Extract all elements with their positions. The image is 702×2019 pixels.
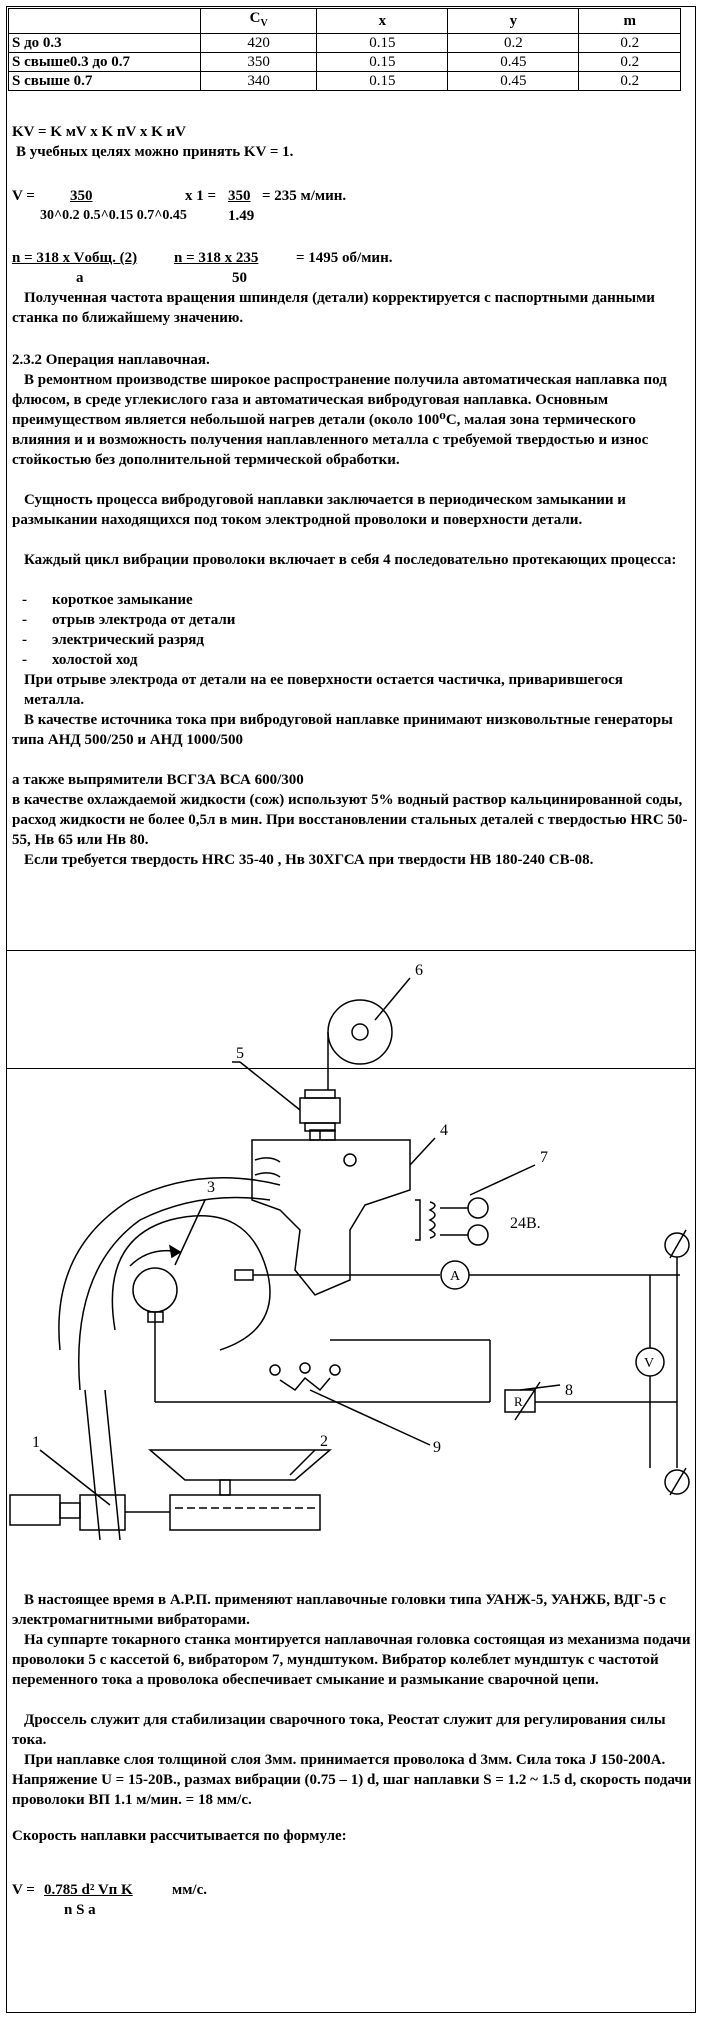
process-list [12, 590, 692, 670]
final-formula-lhs: V = [12, 1882, 35, 1898]
table-cell: 0.15 [317, 34, 448, 53]
list-item: - электрический разряд [22, 632, 205, 648]
table-cell: 420 [201, 34, 317, 53]
welding-schematic [0, 950, 702, 1540]
chuck-outline [112, 1216, 270, 1350]
n-formula-1-den: a [76, 270, 84, 286]
list-item: - холостой ход [22, 652, 138, 668]
v-formula-numerator: 350 [70, 188, 93, 204]
list-item: - короткое замыкание [22, 592, 193, 608]
paragraph: Полученная частота вращения шпинделя (детали) корректируется с паспортными данными станка по ближайшему значению. [12, 290, 655, 326]
table-cell: 350 [201, 53, 317, 72]
table-row [9, 34, 681, 53]
paragraph: а также выпрямители ВСГЗА ВСА 600/300 [12, 772, 304, 788]
n-formula-result: = 1495 об/мин. [296, 250, 393, 266]
coolant-funnel [150, 1450, 330, 1480]
kv-note: В учебных целях можно принять KV = 1. [16, 144, 294, 160]
switch [280, 1378, 330, 1390]
paragraph: При отрыве электрода от детали на ее поверхности остается частичка, приварившегося металла. [24, 672, 623, 708]
table-header: x [317, 9, 448, 34]
feed-top [305, 1090, 335, 1098]
label-2: 2 [320, 1433, 328, 1450]
wire-spool [328, 1000, 392, 1064]
label-6: 6 [415, 962, 423, 979]
table-cell: 0.45 [448, 72, 579, 91]
list-item: - отрыв электрода от детали [22, 612, 236, 628]
table-cell: S свыше 0.7 [9, 72, 201, 91]
table-header: y [448, 9, 579, 34]
table-cell: 0.2 [579, 34, 681, 53]
voltage-24: 24В. [510, 1215, 541, 1232]
vibrator-core [415, 1200, 420, 1240]
table-cell: 0.2 [579, 72, 681, 91]
paragraph: На суппарте токарного станка монтируется наплавочная головка состоящая из механизма подачи проволоки 5 с кассетой 6, вибратором 7, мундштуком. Вибратор колеблет мундштук с частотой переменного тока а проволока обеспечивает смыкание и размыкание сварочной цепи. [12, 1632, 691, 1688]
n-formula-2: n = 318 x 235 [174, 250, 259, 266]
paragraph: Скорость наплавки рассчитывается по формуле: [12, 1828, 347, 1844]
label-1: 1 [32, 1434, 40, 1451]
label-4: 4 [440, 1122, 448, 1139]
paragraph: В качестве источника тока при вибродуговой наплавке принимают низковольтные генераторы типа АНД 500/250 и АНД 1000/500 [12, 712, 673, 748]
label-3: 3 [207, 1179, 215, 1196]
ammeter-label: A [450, 1269, 461, 1284]
v-formula-lhs: V = [12, 188, 35, 204]
table-cell: 0.15 [317, 53, 448, 72]
table-cell: 0.2 [579, 53, 681, 72]
paragraph: Дроссель служит для стабилизации сварочного тока, Реостат служит для регулирования силы тока. [12, 1712, 666, 1748]
paragraph: Сущность процесса вибродуговой наплавки заключается в периодическом замыкании и размыкании находящихся под током электродной проволоки и поверхности детали. [12, 492, 626, 528]
table-header: $C_V$ [201, 9, 317, 34]
rheostat-label: R [514, 1394, 523, 1409]
coolant-hose-outer [59, 1178, 280, 1350]
v-formula-mult: x 1 = [185, 188, 217, 204]
v-formula-num2: 350 [228, 188, 251, 204]
paragraph: В настоящее время в А.Р.П. применяют наплавочные головки типа УАНЖ-5, УАНЖБ, ВДГ-5 с электромагнитными вибраторами. [12, 1592, 666, 1628]
workpiece [133, 1268, 177, 1312]
welding-head [252, 1140, 410, 1295]
final-formula-numerator: 0.785 d² Vп K [44, 1882, 133, 1898]
table-cell: S свыше0.3 до 0.7 [9, 53, 201, 72]
feed-mechanism [300, 1098, 340, 1123]
coolant-hose-inner [79, 1198, 270, 1391]
label-7: 7 [540, 1149, 548, 1166]
vibrator-coil [468, 1198, 488, 1218]
final-formula-unit: мм/с. [172, 1882, 208, 1898]
label-9: 9 [433, 1439, 441, 1456]
v-formula-den2: 1.49 [228, 208, 255, 224]
table-cell: S до 0.3 [9, 34, 201, 53]
spool-hub [352, 1024, 368, 1040]
paragraph: Каждый цикл вибрации проволоки включает в себя 4 последовательно протекающих процесса: [24, 552, 677, 568]
v-formula-result: = 235 м/мин. [262, 188, 347, 204]
final-formula-denominator: n S a [64, 1902, 96, 1918]
voltmeter-label: V [644, 1356, 655, 1371]
n-formula-2-den: 50 [232, 270, 247, 286]
table-row [9, 72, 681, 91]
table-row [9, 53, 681, 72]
paragraph: В ремонтном производстве широкое распространение получила автоматическая наплавка под флюсом, в среде углекислого газа и автоматическая вибродуговая наплавка. Основным преимуществом является небольшой нагрев детали (около 100⁰С, малая зона термического влияния и и возможность получения наплавленного металла с требуемой твердостью и износ стойкостью без дополнительной термической обработки. [12, 372, 667, 468]
table-header: m [579, 9, 681, 34]
coolant-tank [170, 1495, 320, 1530]
table-cell: 0.2 [448, 34, 579, 53]
kv-formula: KV = K мV x K пV x K иV [12, 124, 186, 140]
table-header [9, 9, 201, 34]
table-header-row [9, 9, 681, 34]
n-formula-1: n = 318 x Vобщ. (2) [12, 250, 138, 266]
motor [10, 1495, 60, 1525]
paragraph: Если требуется твердость HRC 35-40 , Нв 30ХГСА при твердости НВ 180-240 СВ-08. [24, 852, 594, 868]
label-8: 8 [565, 1382, 573, 1399]
table-cell: 0.45 [448, 53, 579, 72]
table-cell: 340 [201, 72, 317, 91]
cutting-params-table [8, 8, 681, 91]
label-5: 5 [236, 1045, 244, 1062]
section-title: 2.3.2 Операция наплавочная. [12, 352, 210, 368]
paragraph: При наплавке слоя толщиной слоя 3мм. принимается проволока d 3мм. Сила тока J 150-200А. Напряжение U = 15-20В., размах вибрации (0.75 – 1) d, шаг наплавки S = 1.2 ~ 1.5 d, скорость подачи проволоки ВП 1.1 м/мин. = 18 мм/с. [12, 1752, 692, 1808]
v-formula-denominator: 30^0.2 0.5^0.15 0.7^0.45 [40, 208, 187, 223]
paragraph: в качестве охлаждаемой жидкости (сож) используют 5% водный раствор кальцинированной соды, расход жидкости не более 0,5л в мин. При восстановлении стальных деталей с твердостью HRC 50-55, Нв 65 или Нв 80. [12, 792, 688, 848]
table-cell: 0.15 [317, 72, 448, 91]
